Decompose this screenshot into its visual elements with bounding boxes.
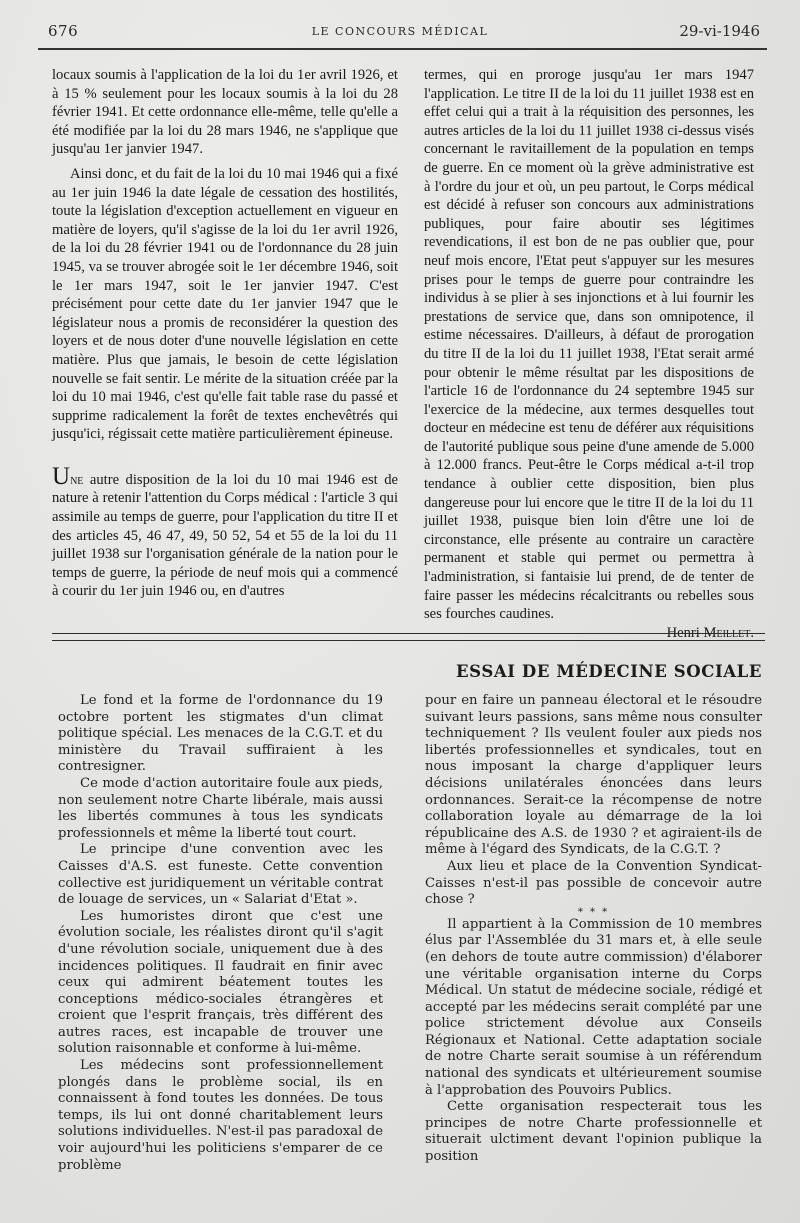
issue-date: 29-vi-1946: [679, 22, 760, 40]
author-first-name: Henri: [666, 624, 704, 641]
paragraph: termes, qui en proroge jusqu'au 1er mars 1947 l'application. Le titre II de la loi du 11 juillet 1938 est en effet celui qui a trait à la réquisition des personnes, les autres articles de la loi du 11 juillet 1938 ci-dessus visés concernant le ravitaillement de la population en temps de guerre. En ce moment où la grève administrative est à l'ordre du jour et où, un peu partout, le Corps médical est décidé à refuser son concours aux administrations publiques, pour faire aboutir ses légitimes revendications, il est bon de ne pas oublier que, pour neuf mois encore, l'Etat peut s'appuyer sur les mesures prises pour le temps de guerre pour contraindre les individus à se plier à ses injonctions et à lui fournir les prestations de service que, dans son omnipotence, il estime nécessaires. D'ailleurs, à défaut de prorogation du titre II de la loi du 11 juillet 1938, l'Etat serait armé pour obtenir le même résultat par les dispositions de l'article 16 de l'ordonnance du 24 septembre 1945 sur l'exercice de la médecine, aux termes desquelles tout docteur en médecine est tenu de déférer aux réquisitions de l'autorité publique sous peine d'une amende de 5.000 à 12.000 francs. Peut-être le Corps médical a-t-il trop tendance à oublier cette disposition, bien plus dangereuse pour lui encore que le titre II de la loi du 11 juillet 1938, puisque bien loin d'être une loi de circonstance, elle présente au contraire un caractère permanent et stable qui permet ou permettra à l'administration, si fantaisie lui prend, de de tenter de faire passer les médecins récalcitrants ou rebelles sous ses fourches caudines.: [424, 67, 754, 623]
paragraph: Les humoristes diront que c'est une évolution sociale, les réalistes diront qu'il s'agit d'une révolution sociale, uniquement due à des incidences politiques. Il faudrait en finir avec ceux qui admirent béatement toutes les conceptions médico-sociales étrangères et croient que l'esprit français, très différent des autres races, est incapable de trouver une solution raisonnable et conforme à lui-même.: [58, 908, 383, 1057]
page-number: 676: [48, 22, 79, 40]
article2-right-column: [425, 693, 762, 1166]
paragraph: Aux lieu et place de la Convention Syndicat-Caisses n'est-il pas possible de concevoir autre chose ?: [425, 858, 762, 908]
paragraph: locaux soumis à l'application de la loi du 1er avril 1926, et à 15 % seulement pour les locaux soumis à la loi du 28 février 1941. Et cette ordonnance elle-même, telle qu'elle a été modifiée par la loi du 28 mars 1946, ne s'applique que jusqu'au 1er janvier 1947.: [52, 67, 398, 158]
small-caps-lead: ne: [70, 471, 84, 488]
drop-cap: U: [52, 462, 71, 490]
header-rule: [38, 48, 767, 50]
article-title: ESSAI DE MÉDECINE SOCIALE: [456, 662, 763, 681]
paragraph-with-dropcap: [52, 462, 398, 601]
running-header: [48, 22, 760, 46]
section-divider-bottom: [52, 640, 765, 641]
paragraph: Ce mode d'action autoritaire foule aux pieds, non seulement notre Charte libérale, mais aussi les libertés communes à tous les syndicats professionnels et même la liberté tout court.: [58, 775, 383, 841]
paragraph: Le fond et la forme de l'ordonnance du 19 octobre portent les stigmates d'un climat politique spécial. Les menaces de la C.G.T. et du ministère du Travail suffiraient à les contresigner.: [58, 693, 383, 775]
article2-left-column: [58, 693, 383, 1174]
author-last-name: Meillet.: [703, 624, 754, 641]
paragraph: Le principe d'une convention avec les Caisses d'A.S. est funeste. Cette convention collective est juridiquement un véritable contrat de louage de services, un « Salariat d'Etat ».: [58, 842, 383, 908]
paragraph: Les médecins sont professionnellement plongés dans le problème social, ils en connaissent à fond toutes les données. De tous temps, ils lui ont donné charitablement leurs solutions individuelles. N'est-il pas paradoxal de voir aujourd'hui les politiciens s'emparer de ce problème: [58, 1058, 383, 1173]
asterism-glyph: * * *: [577, 906, 610, 918]
section-divider-top: [52, 633, 765, 634]
paragraph: Cette organisation respecterait tous les principes de notre Charte professionnelle et situerait ulctiment devant l'opinion publique la position: [425, 1099, 762, 1165]
article1-left-column: [52, 66, 398, 601]
journal-title: LE CONCOURS MÉDICAL: [311, 25, 489, 38]
paragraph: pour en faire un panneau électoral et le résoudre suivant leurs passions, sans même nous consulter techniquement ? Ils veulent fouler aux pieds nos libertés professionnelles et syndicales, tout en nous imposant la charge d'appliquer leurs décisions unilatérales énoncées dans leurs ordonnances. Serait-ce la récompense de notre collaboration loyale au démarrage de la loi républicaine des A.S. de 1930 ? et agiraient-ils de même à l'égard des Syndicats, de la C.G.T. ?: [425, 693, 762, 858]
paragraph: Il appartient à la Commission de 10 membres élus par l'Assemblée du 31 mars et, à elle seule (en dehors de toute autre commission) d'élaborer une véritable organisation interne du Corps Médical. Un statut de médecine sociale, rédigé et accepté par les médecins serait complété par une police strictement dévolue aux Conseils Régionaux et National. Cette adaptation sociale de notre Charte serait soumise à un référendum national des syndicats et ultérieurement soumise à l'approbation des Pouvoirs Publics.: [425, 916, 762, 1098]
asterism-separator: [425, 906, 762, 918]
paragraph-text: autre disposition de la loi du 10 mai 1946 est de nature à retenir l'attention du Corps médical : l'article 3 qui assimile au temps de guerre, pour l'application du titre II et des articles 45, 46 47, 49, 50 52, 54 et 55 de la loi du 11 juillet 1938 sur l'organisation générale de la nation pour le temps de guerre, la période de neuf mois qui a commencé à courir du 1er juin 1946 ou, en d'autres: [52, 471, 398, 600]
article1-right-column: [424, 66, 754, 642]
paragraph: Ainsi donc, et du fait de la loi du 10 mai 1946 qui a fixé au 1er juin 1946 la date légale de cessation des hostilités, toute la législation d'exception actuellement en vigueur en matière de loyers, qu'il s'agisse de la loi du 1er avril 1926, de la loi du 28 février 1941 ou de l'ordonnance du 28 juin 1945, va se trouver abrogée soit le 1er décembre 1946, soit le 1er mars 1947, soit le 1er janvier 1947. C'est précisément pour cette date du 1er janvier 1947 que le législateur nous a promis de reconsidérer la question des loyers et de nous doter d'une nouvelle législation en cette matière. Plus que jamais, le besoin de cette législation nouvelle se fait sentir. Le mérite de la situation créée par la loi du 10 mai 1946, c'est qu'elle fait table rase du passé et supprime radicalement la forêt de textes enchevêtrés qui jusqu'ici, régissait cette matière particulièrement épineuse.: [52, 165, 398, 443]
